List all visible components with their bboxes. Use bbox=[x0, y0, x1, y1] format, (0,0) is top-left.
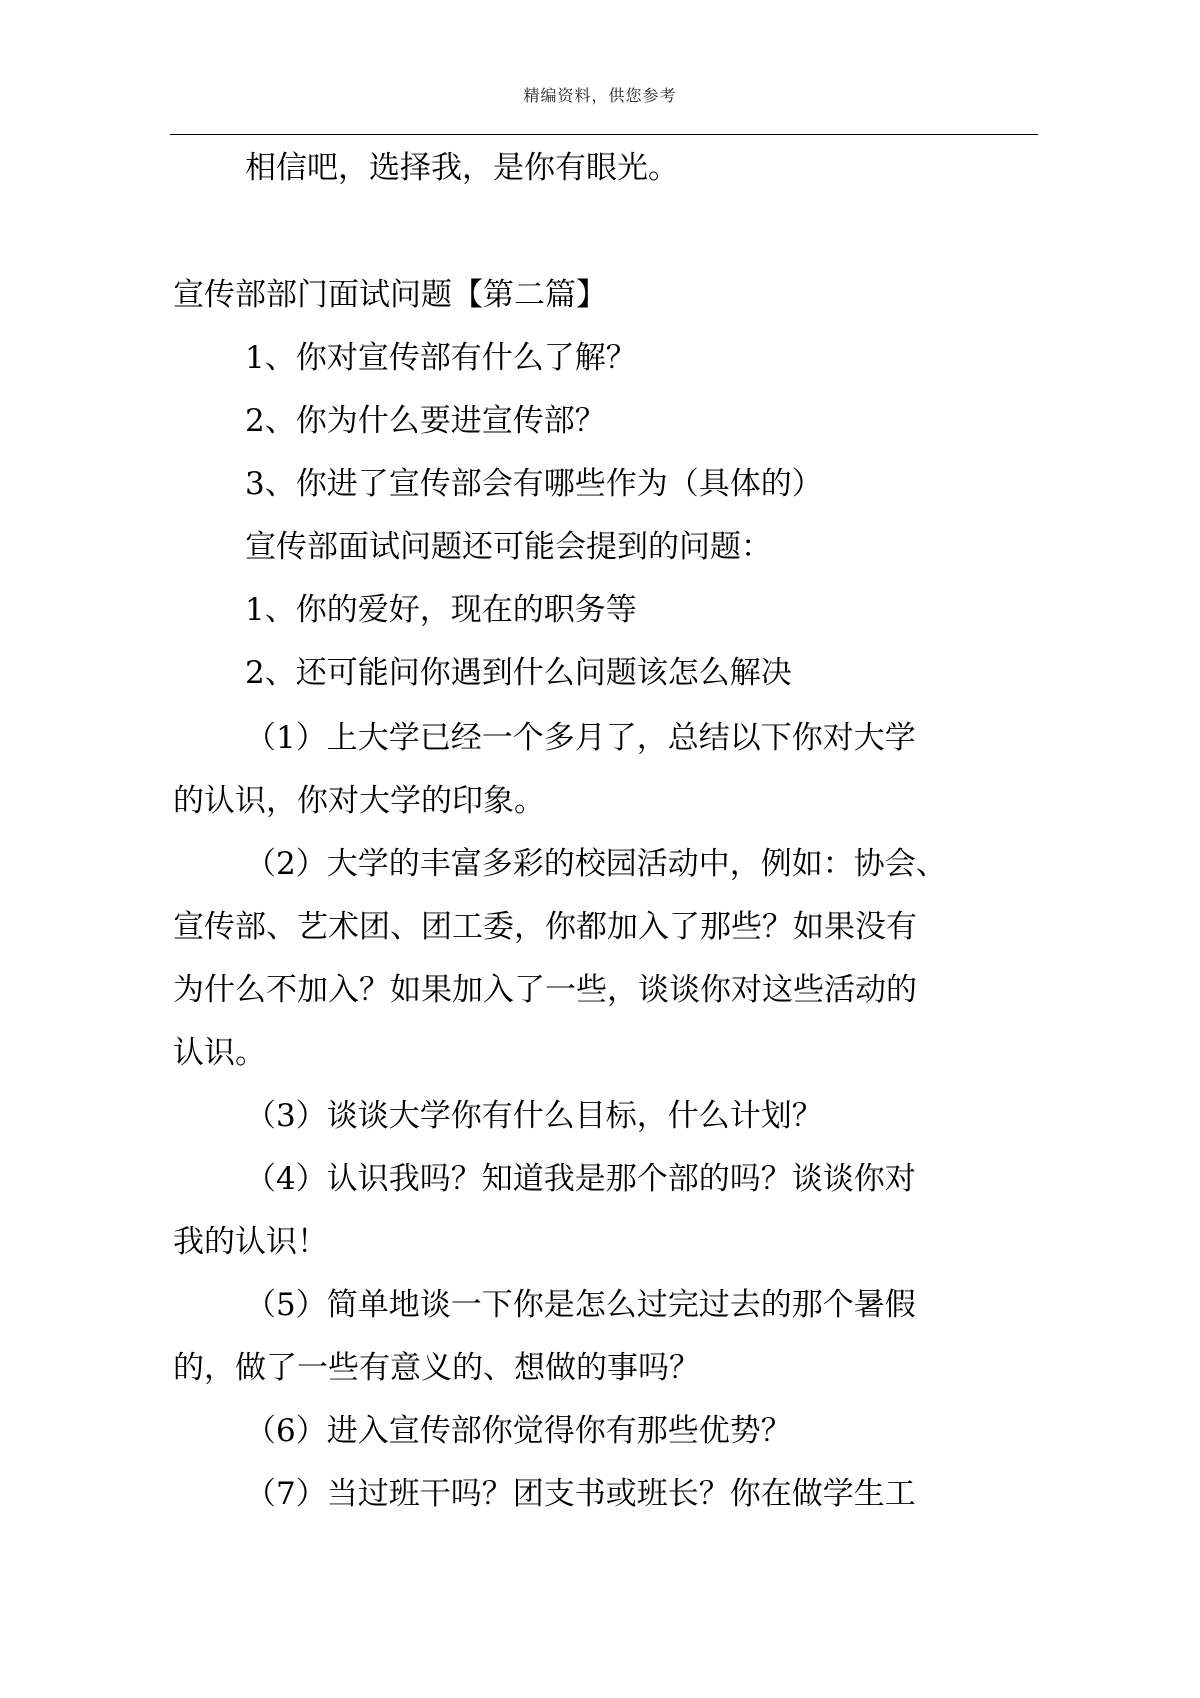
paragraph-line: （6）进入宣传部你觉得你有那些优势？ bbox=[245, 1413, 792, 1449]
paragraph-line: （5）简单地谈一下你是怎么过完过去的那个暑假 bbox=[245, 1287, 916, 1323]
section-title: 宣传部部门面试问题【第二篇】 bbox=[173, 277, 607, 313]
paragraph-line: （3）谈谈大学你有什么目标，什么计划？ bbox=[245, 1098, 823, 1134]
paragraph-line: 的，做了一些有意义的、想做的事吗？ bbox=[173, 1350, 700, 1386]
question-item: 1、你对宣传部有什么了解？ bbox=[245, 340, 637, 376]
question-item: 1、你的爱好，现在的职务等 bbox=[245, 592, 637, 628]
paragraph-line: 认识。 bbox=[173, 1035, 266, 1071]
question-item: 2、还可能问你遇到什么问题该怎么解决 bbox=[245, 655, 792, 691]
paragraph-line: （7）当过班干吗？团支书或班长？你在做学生工 bbox=[245, 1476, 916, 1512]
question-item: 2、你为什么要进宣传部？ bbox=[245, 403, 606, 439]
paragraph-line: 宣传部面试问题还可能会提到的问题： bbox=[245, 529, 772, 565]
paragraph-line: （2）大学的丰富多彩的校园活动中，例如：协会、 bbox=[245, 846, 947, 882]
paragraph-line: 为什么不加入？如果加入了一些，谈谈你对这些活动的 bbox=[173, 972, 917, 1008]
question-item: 3、你进了宣传部会有哪些作为（具体的） bbox=[245, 466, 823, 502]
page-header: 精编资料，供您参考 bbox=[523, 86, 677, 105]
header-divider bbox=[170, 134, 1038, 135]
paragraph-line: （1）上大学已经一个多月了，总结以下你对大学 bbox=[245, 720, 916, 756]
paragraph-line: 相信吧，选择我，是你有眼光。 bbox=[245, 150, 679, 186]
paragraph-line: 宣传部、艺术团、团工委，你都加入了那些？如果没有 bbox=[173, 909, 917, 945]
paragraph-line: 的认识，你对大学的印象。 bbox=[173, 783, 545, 819]
paragraph-line: （4）认识我吗？知道我是那个部的吗？谈谈你对 bbox=[245, 1161, 916, 1197]
paragraph-line: 我的认识！ bbox=[173, 1224, 328, 1260]
